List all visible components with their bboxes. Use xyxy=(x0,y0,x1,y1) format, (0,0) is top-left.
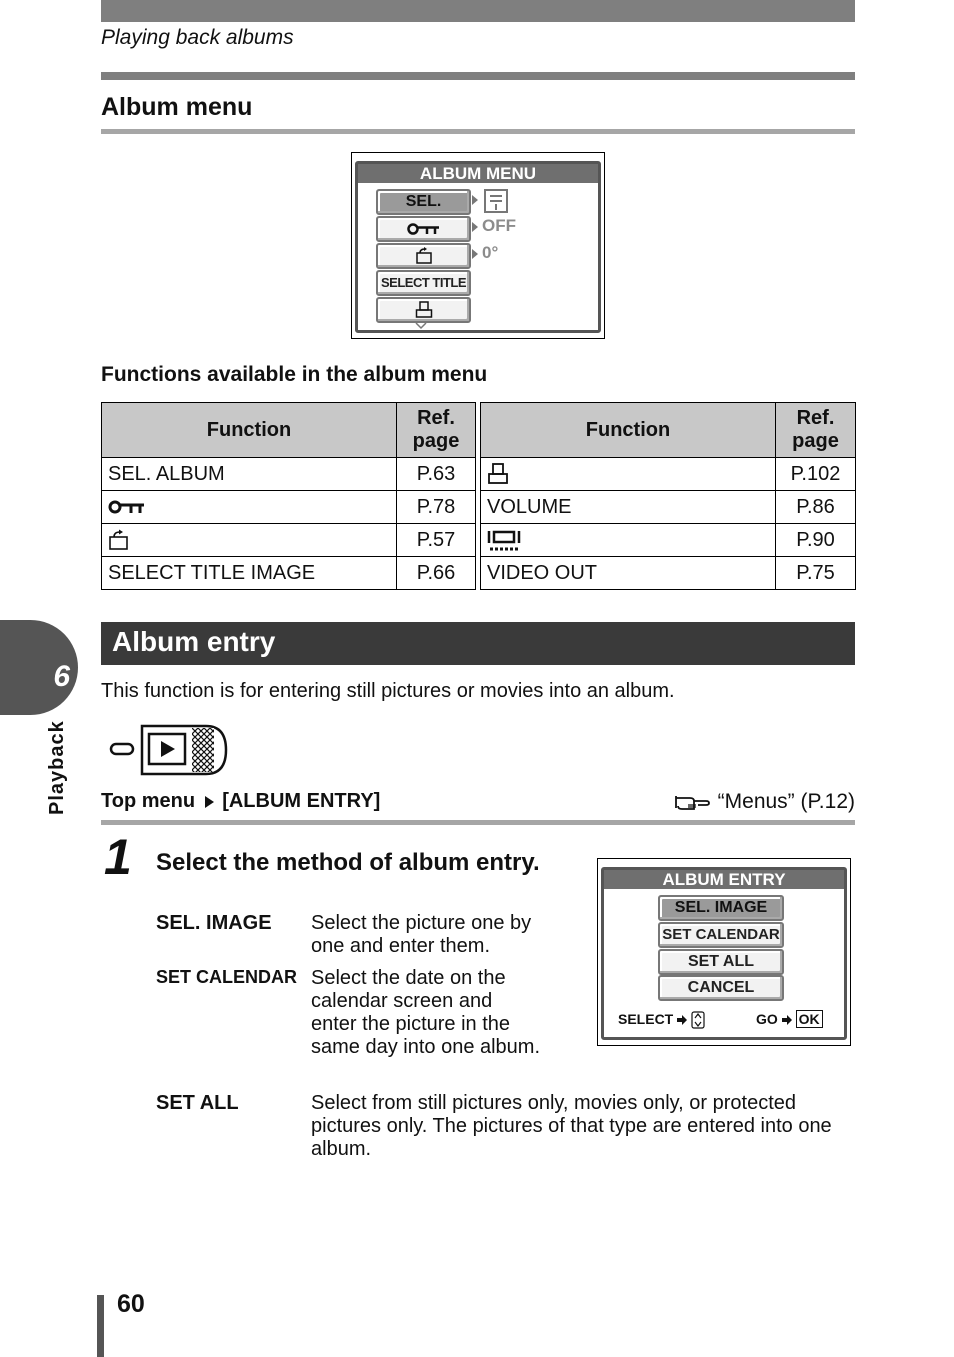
menu-item-sel-album[interactable]: SEL. xyxy=(376,189,471,215)
function-name xyxy=(481,524,776,557)
protect-value: OFF xyxy=(482,216,516,235)
menu-item-rotate[interactable] xyxy=(376,243,471,269)
menus-reference xyxy=(674,790,855,814)
option-description: Select the picture one by one and enter them. xyxy=(311,912,532,957)
menu-item-print[interactable] xyxy=(376,297,471,323)
menu-item-select-title-image[interactable]: SELECT TITLE xyxy=(376,270,471,296)
function-name: SEL. ALBUM xyxy=(102,458,397,491)
header-bar xyxy=(101,0,855,22)
album-icon xyxy=(482,188,510,214)
function-header: Function xyxy=(481,403,776,458)
rotate-icon xyxy=(415,247,433,265)
select-hint xyxy=(618,1011,705,1029)
album-menu-screen xyxy=(351,152,605,339)
function-ref: P.75 xyxy=(776,557,856,590)
function-ref: P.90 xyxy=(776,524,856,557)
protect-key-icon xyxy=(108,499,146,515)
menu-item-protect[interactable] xyxy=(376,216,471,242)
rotate-icon xyxy=(108,529,130,551)
function-ref: P.63 xyxy=(397,458,476,491)
function-ref: P.57 xyxy=(397,524,476,557)
table-row xyxy=(481,491,856,524)
option-term: SET CALENDAR xyxy=(156,967,298,987)
album-entry-screen xyxy=(597,858,851,1046)
step-title: Select the method of album entry. xyxy=(156,849,540,876)
option-description: Select the date on the calendar screen and enter the picture in the same day into one album. xyxy=(311,967,541,1058)
option-term: SET ALL xyxy=(156,1092,239,1114)
go-label: GO xyxy=(756,1011,778,1027)
table-row xyxy=(481,458,856,491)
function-name xyxy=(481,458,776,491)
option-description: Select from still pictures only, movies only, or protected pictures only. The pictures of that type are entered into one album. xyxy=(311,1092,832,1160)
playback-mode-dial-icon xyxy=(108,722,230,778)
top-menu-rule xyxy=(101,820,855,825)
ref-header: Ref. page xyxy=(776,403,856,458)
chapter-label-text: Playback xyxy=(46,720,68,815)
function-ref: P.66 xyxy=(397,557,476,590)
function-ref: P.78 xyxy=(397,491,476,524)
print-order-icon xyxy=(487,463,509,485)
function-name: SELECT TITLE IMAGE xyxy=(102,557,397,590)
function-name: VIDEO OUT xyxy=(481,557,776,590)
album-entry-screen-title: ALBUM ENTRY xyxy=(604,870,844,889)
print-order-icon xyxy=(415,301,433,319)
chapter-label xyxy=(32,720,92,820)
up-down-arrow-icon xyxy=(691,1011,705,1029)
album-menu-heading: Album menu xyxy=(101,93,253,121)
select-label: SELECT xyxy=(618,1011,674,1027)
function-header: Function xyxy=(102,403,397,458)
function-ref: P.86 xyxy=(776,491,856,524)
function-name xyxy=(102,491,397,524)
submenu-arrow-icon xyxy=(472,222,478,232)
set-calendar-button[interactable]: SET CALENDAR xyxy=(658,922,784,948)
function-name xyxy=(102,524,397,557)
cancel-button[interactable]: CANCEL xyxy=(658,975,784,1001)
pointing-hand-icon xyxy=(674,792,712,812)
submenu-arrow-icon xyxy=(472,249,478,259)
set-all-button[interactable]: SET ALL xyxy=(658,949,784,975)
menus-reference-text: “Menus” (P.12) xyxy=(717,790,855,813)
function-ref: P.102 xyxy=(776,458,856,491)
submenu-arrow-icon xyxy=(472,195,478,205)
go-hint xyxy=(756,1011,823,1027)
running-title: Playing back albums xyxy=(101,26,294,49)
table-row xyxy=(102,557,476,590)
ok-button[interactable]: OK xyxy=(796,1010,823,1028)
chapter-number: 6 xyxy=(53,660,70,693)
table-row xyxy=(102,491,476,524)
functions-table-right xyxy=(480,402,856,590)
step-number: 1 xyxy=(104,829,132,885)
header-rule xyxy=(101,72,855,80)
page-number: 60 xyxy=(117,1290,145,1318)
album-menu-screen-title: ALBUM MENU xyxy=(358,164,598,183)
rotate-value: 0° xyxy=(482,243,499,262)
arrow-right-icon xyxy=(677,1015,687,1025)
top-menu-label: Top menu xyxy=(101,790,196,812)
table-row xyxy=(481,557,856,590)
function-name: VOLUME xyxy=(481,491,776,524)
table-row xyxy=(102,458,476,491)
table-row xyxy=(102,524,476,557)
option-term: SEL. IMAGE xyxy=(156,912,272,934)
page-number-bar xyxy=(97,1295,104,1357)
arrow-right-icon xyxy=(782,1015,792,1025)
scroll-down-arrow-icon[interactable] xyxy=(415,322,427,330)
top-menu-item: [ALBUM ENTRY] xyxy=(222,790,381,812)
table-row xyxy=(481,524,856,557)
ref-header: Ref. page xyxy=(397,403,476,458)
triangle-right-icon xyxy=(203,795,215,809)
heading-rule xyxy=(101,129,855,134)
album-entry-title: Album entry xyxy=(112,626,276,657)
chapter-tab xyxy=(0,620,78,715)
album-entry-intro: This function is for entering still pictures or movies into an album. xyxy=(101,680,675,702)
sel-image-button[interactable]: SEL. IMAGE xyxy=(658,895,784,921)
functions-table-left xyxy=(101,402,476,590)
protect-key-icon xyxy=(407,222,441,236)
top-menu-path xyxy=(101,790,380,813)
album-entry-banner xyxy=(101,622,855,665)
functions-heading: Functions available in the album menu xyxy=(101,363,488,386)
monitor-brightness-icon xyxy=(487,529,521,551)
